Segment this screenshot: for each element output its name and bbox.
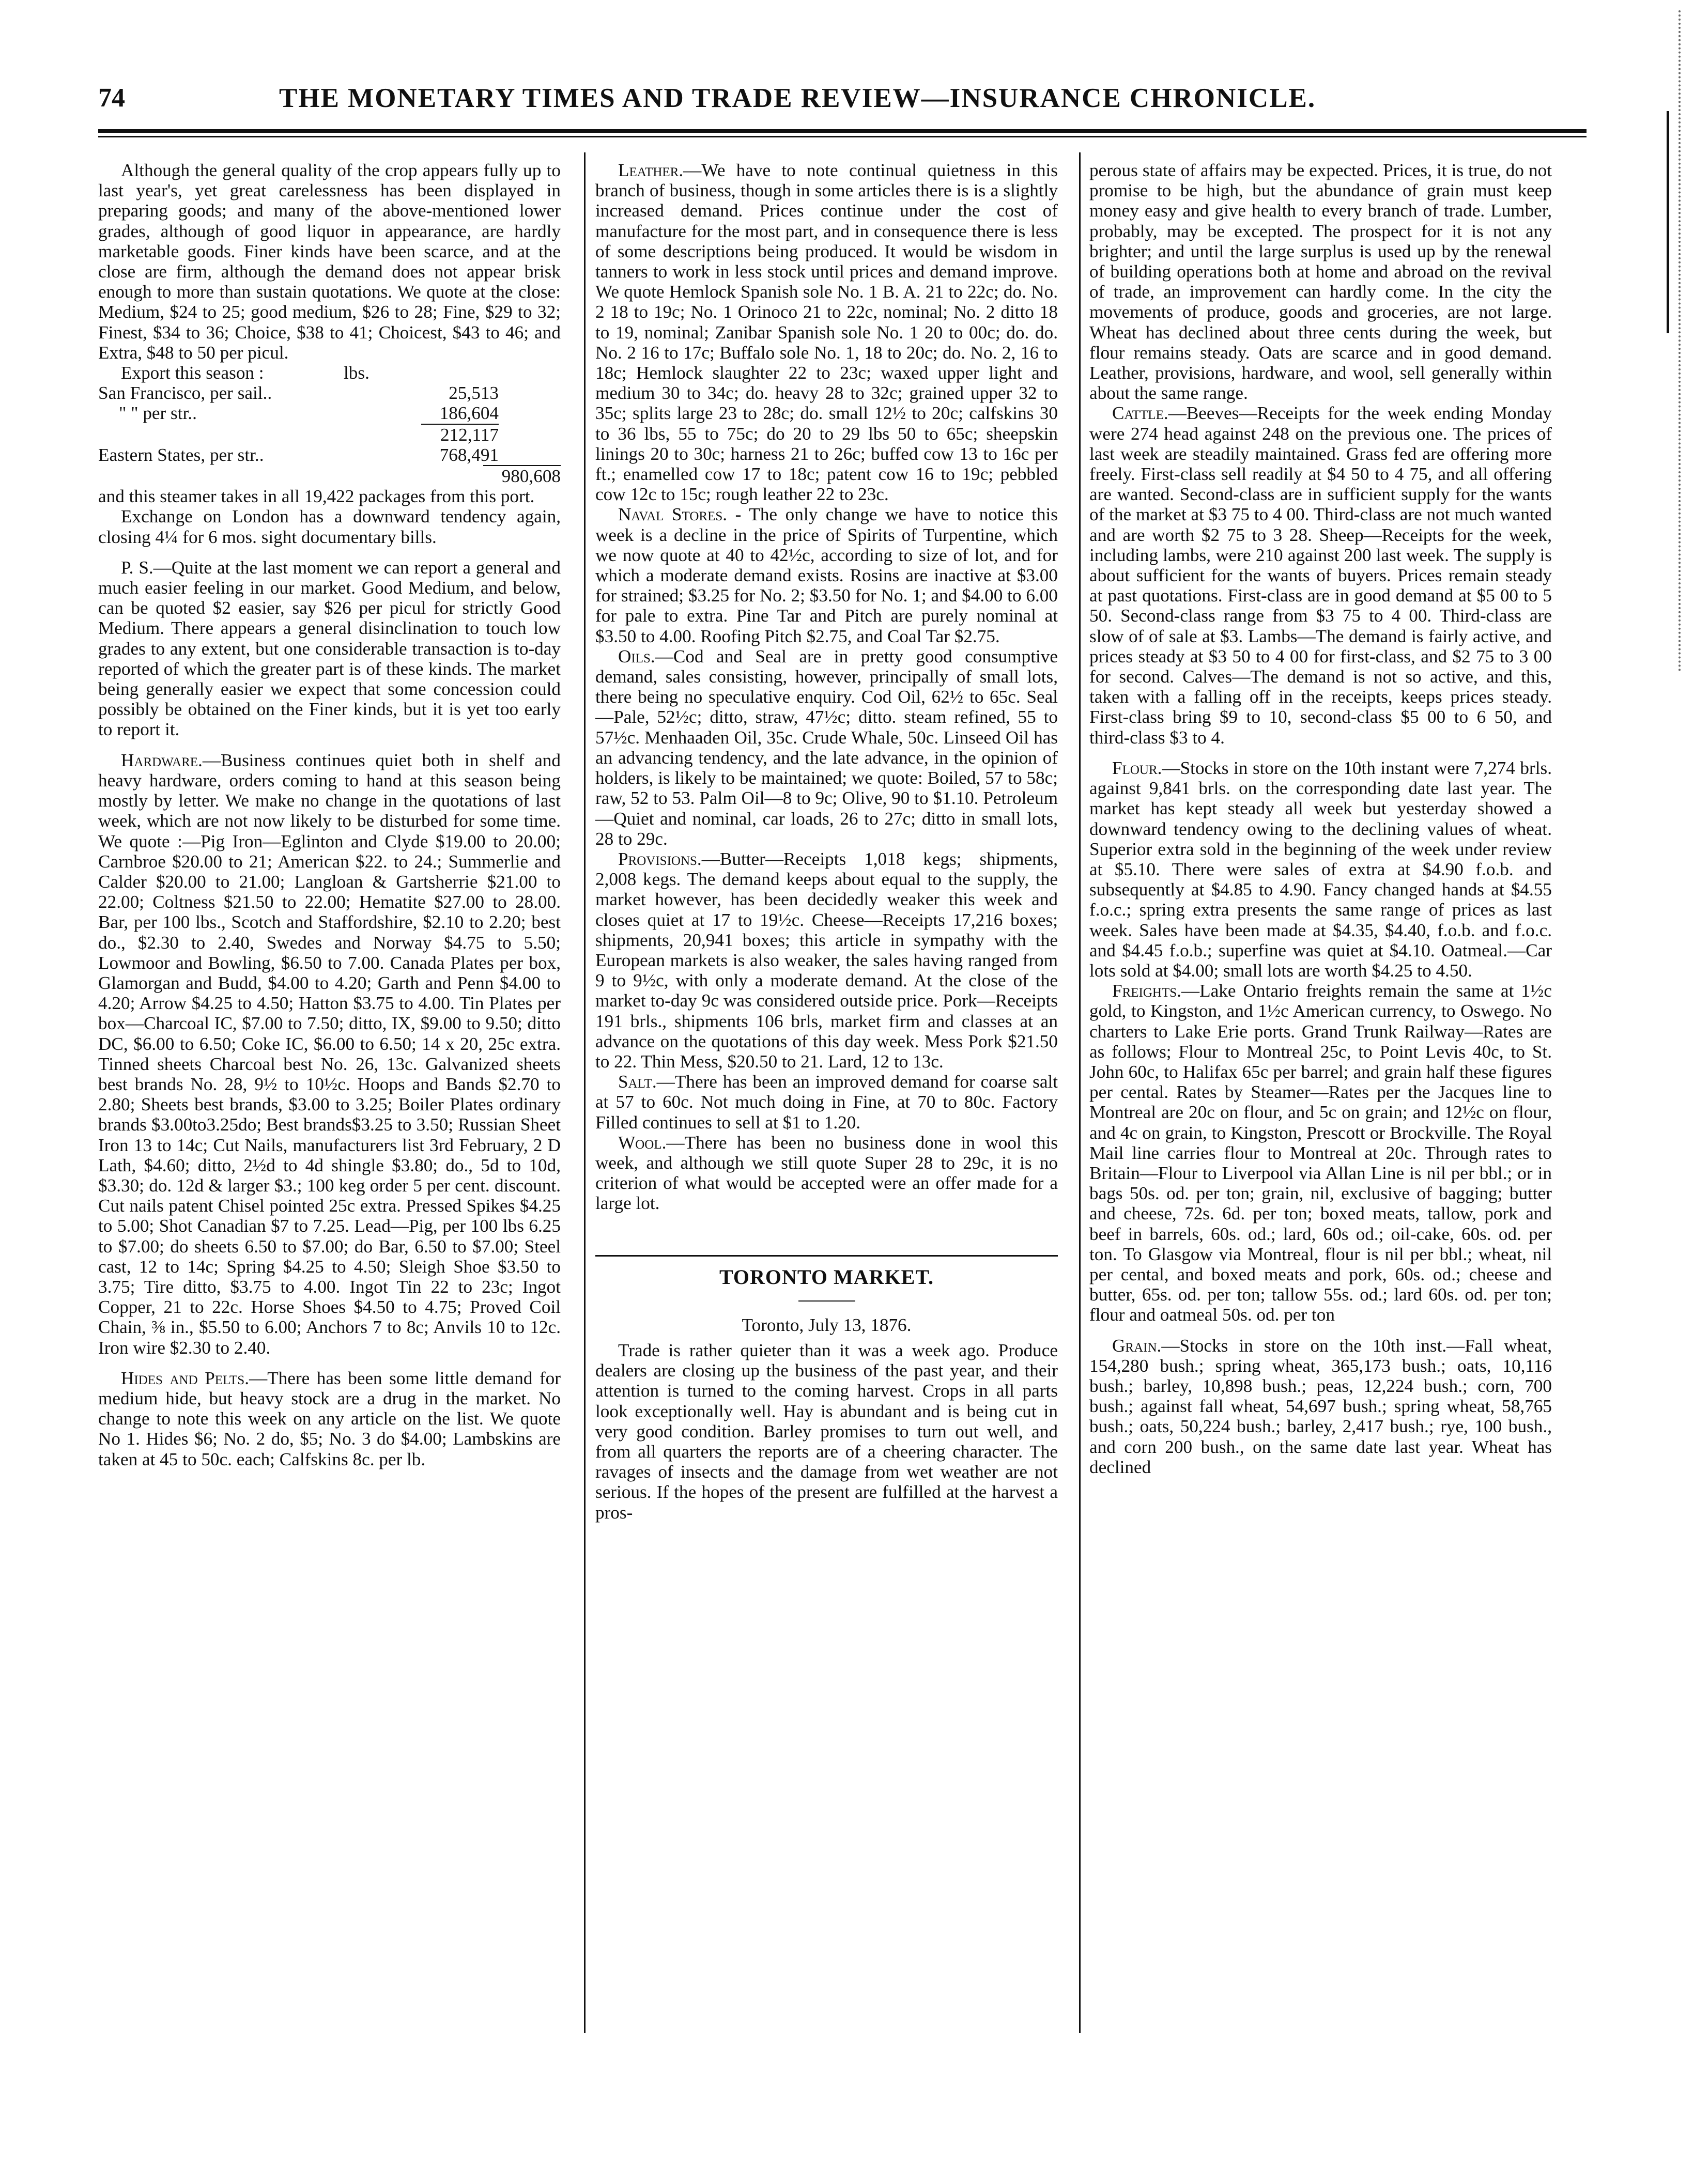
hides-heading: Hides and Pelts.: [121, 1368, 249, 1388]
naval-stores-paragraph: [595, 504, 1058, 646]
leather-heading: Leather.: [618, 160, 684, 180]
margin-rule: [1667, 111, 1669, 333]
header-rule: [98, 129, 1587, 133]
cattle-text: —Beeves—Receipts for the week ending Monday were 274 head against 248 on the previous one. The prices of last week are steadily maintained. Grass fed are offering more freely. First-class sell readily at $4 50 to 4 75, and all offering are wanted. Second-class are in sufficient supply for the wants of the market at $3 75 to 4 00. Third-class are not much wanted and are worth $2 75 to 3 28. Sheep—Receipts for the week, including lambs, were 210 against 200 last week. The supply is about sufficient for the wants of buyers. Prices remain steady at past quotations. First-class are in good demand at $5 00 to 5 50. Second-class range from $3 75 to 4 00. Third-class are slow of of sale at $3. Lambs—The demand is fairly active, and prices steady at $3 50 to 4 00 for first-class, and $2 75 to 3 00 for second. Calves—The demand is not so active, and this, taken with a falling off in the receipts, keeps prices steady. First-class bring $9 to 10, second-class $5 00 to 6 50, and third-class $3 to 4.: [1089, 403, 1552, 748]
header-rule-thin: [98, 136, 1587, 137]
flour-text: —Stocks in store on the 10th instant were 7,274 brls. against 9,841 brls. on the corresponding date last year. The market has kept steady all week but yesterday showed a downward tendency owing to the declining values of wheat. Superior extra sold in the beginning of the week under review at $5.10. There were sales of extra at $4.90 f.o.b. and subsequently at $4.85 to 4.90. Fancy changed hands at $4.55 f.o.c.; spring extra presents the same range of prices as last week. Sales have been made at $4.35, $4.40, f.o.b. and f.o.c. and $4.45 f.o.b.; superfine was quiet at $4.10. Oatmeal.—Car lots sold at $4.00; small lots are worth $4.25 to 4.50.: [1089, 757, 1552, 981]
dateline: Toronto, July 13, 1876.: [742, 1314, 912, 1335]
provisions-paragraph: [595, 849, 1058, 1072]
freights-heading: Freights.: [1112, 981, 1181, 1001]
continued-paragraph: perous state of affairs may be expected. Prices, it is true, do not promise to be high, but the abundance of grain must keep money easy and give health to every branch of trade. Lumber, probably, may be excepted. The prospect for it is not any brighter; and until the large surplus is used up by the renewal of building operations both at home and abroad on the revival of trade, an improvement can hardly come. In the city the movements of produce, goods and groceries, are not large. Wheat has declined about three cents during the week, but flour remains steady. Oats are scarce and in good demand. Leather, provisions, hardware, and wool, sell generally within about the same range.: [1089, 160, 1552, 404]
export-row-label: Eastern States, per str..: [98, 444, 264, 465]
cattle-paragraph: [1089, 403, 1552, 747]
wool-heading: Wool.: [618, 1132, 667, 1153]
exchange-paragraph: Exchange on London has a downward tendency again, closing 4¼ for 6 mos. sight documentary bills.: [98, 506, 561, 547]
tea-market-paragraph: Although the general quality of the crop appears fully up to last year's, yet great carelessness has been displayed in preparing goods; and many of the above-mentioned lower grades, although of good liquor in appearance, are hardly marketable goods. Finer kinds have been scarce, and at the close are firm, although the demand does not appear brisk enough to more than sustain quotations. We quote at the close: Medium, $24 to 25; good medium, $26 to 28; Fine, $29 to 32; Finest, $34 to 36; Choice, $38 to 41; Choicest, $43 to 46; and Extra, $48 to 50 per picul.: [98, 160, 561, 363]
salt-heading: Salt.: [618, 1072, 657, 1092]
export-header-row: [98, 363, 561, 383]
freights-paragraph: [1089, 981, 1552, 1325]
oils-heading: Oils.: [618, 646, 655, 667]
oils-text: —Cod and Seal are in pretty good consumptive demand, sales consisting, however, principally of small lots, there being no speculative enquiry. Cod Oil, 62½ to 65c. Seal—Pale, 52½c; ditto, straw, 47½c; ditto. steam refined, 55 to 57½c. Menhaaden Oil, 35c. Crude Whale, 50c. Linseed Oil has an advancing tendency, and the late advance, in the opinion of holders, is likely to be maintained; we quote: Boiled, 57 to 58c; raw, 52 to 53. Palm Oil—8 to 9c; Olive, 90 to $1.10. Petroleum—Quiet and nominal, car loads, 26 to 27c; ditto in small lots, 28 to 29c.: [595, 646, 1058, 849]
page-number: 74: [98, 83, 125, 113]
postscript-paragraph: P. S.—Quite at the last moment we can report a general and much easier feeling in our market. Good Medium, and below, can be quoted $2 easier, say $26 per picul for strictly Good Medium. There appears a general disinclination to touch low grades to any extent, but one considerable transaction is to-day reported of which the greater part is of these kinds. The market being generally easier we expect that some concession could possibly be obtained on the Finer kinds, but it is yet too early to report it.: [98, 557, 561, 740]
naval-stores-heading: Naval Stores.: [618, 504, 728, 525]
export-row-sf-str: [98, 403, 561, 423]
export-row-value: 186,604: [439, 403, 499, 424]
cattle-heading: Cattle.: [1112, 403, 1168, 424]
column-divider-1: [584, 152, 586, 2033]
export-row-sf-sail: [98, 383, 561, 403]
export-row-value: 768,491: [439, 444, 499, 465]
hides-text: —There has been some little demand for medium hide, but heavy stock are a drug in the market. No change to note this week on any article on the list. We quote No 1. Hides $6; No. 2 do, $5; No. 3 do $4.00; Lambskins are taken at 45 to 50c. each; Calfskins 8c. per lb.: [98, 1368, 561, 1469]
salt-paragraph: [595, 1072, 1058, 1133]
provisions-heading: Provisions.: [618, 848, 702, 869]
heading-rule: [798, 1300, 855, 1302]
oils-paragraph: [595, 646, 1058, 849]
leather-text: —We have to note continual quietness in this branch of business, though in some articles there is is a slightly increased demand. Prices continue under the cost of manufacture for the most part, and in consequence there is less of some descriptions being produced. It would be wisdom in tanners to work in less stock until prices and demand improve. We quote Hemlock Spanish sole No. 1 B. A. 21 to 22c; do. No. 2 18 to 19c; No. 1 Orinoco 21 to 22c, nominal; No. 2 ditto 18 to 19, nominal; Zanibar Spanish sole No. 1 20 to 00c; do. do. No. 2 16 to 17c; Buffalo sole No. 1, 18 to 20c; do. No. 2, 16 to 18c; Hemlock slaughter 22 to 23c; waxed upper light and medium 30 to 34c; do. heavy 28 to 32c; grained upper 32 to 35c; splits large 23 to 28c; do. small 12½ to 20c; calfskins 30 to 36 lbs, 55 to 75c; do 20 to 29 lbs 50 to 65c; sheepskin linings 20 to 30c; harness 21 to 26c; buffed cow 13 to 16c per ft.; enamelled cow 17 to 18c; patent cow 16 to 19c; pebbled cow 12c to 15c; rough leather 22 to 23c.: [595, 160, 1058, 505]
export-label: Export this season :: [121, 363, 264, 383]
column-2: [595, 160, 1058, 1523]
leather-paragraph: [595, 160, 1058, 504]
flour-paragraph: [1089, 758, 1552, 981]
export-unit: lbs.: [344, 363, 369, 383]
export-total-row: [98, 466, 561, 486]
wool-paragraph: [595, 1133, 1058, 1214]
grain-heading: Grain.: [1112, 1335, 1162, 1356]
naval-stores-text: - The only change we have to notice this week is a decline in the price of Spirits of Turpentine, which we now quote at 40 to 42½c, according to size of lot, and for which a moderate demand exists. Rosins are inactive at $3.00 for strained; $3.25 for No. 2; $3.50 for No. 1; and $4.00 to 6.00 for pale to extra. Pine Tar and Pitch are purely nominal at $3.50 to 4.00. Roofing Pitch $2.75, and Coal Tar $2.75.: [595, 504, 1058, 646]
export-row-value: 25,513: [449, 383, 499, 404]
provisions-text: —Butter—Receipts 1,018 kegs; shipments, 2,008 kegs. The demand keeps about equal to the supply, the market however, has been decidedly weaker this week and closes quiet at 17 to 19½c. Cheese—Receipts 17,216 boxes; shipments, 20,941 boxes; this article in sympathy with the European markets is also weaker, the sales having ranged from 9 to 9½c, with only a moderate demand. At the close of the market to-day 9c was considered outside price. Pork—Receipts 191 brls., shipments 106 brls, market firm and classes at an advance on the quotations of this day week. Mess Pork $21.50 to 22. Thin Mess, $20.50 to 21. Lard, 12 to 13c.: [595, 848, 1058, 1072]
hides-paragraph: [98, 1368, 561, 1469]
export-subtotal: 212,117: [440, 424, 499, 445]
column-3: [1089, 160, 1552, 1477]
toronto-paragraph: Trade is rather quieter than it was a week ago. Produce dealers are closing up the business of the past year, and their attention is turned to the coming harvest. Crops in all parts look exceptionally well. Hay is abundant and is being cut in very good condition. Barley promises to turn out well, and from all quarters the reports are of a cheering character. The ravages of insects and the damage from wet weather are not serious. If the hopes of the present are fulfilled at the harvest a pros-: [595, 1340, 1058, 1523]
export-total: 980,608: [501, 466, 561, 487]
hardware-heading: Hardware.: [121, 750, 203, 770]
export-subtotal-row: [98, 425, 561, 445]
page-header: [98, 83, 1587, 124]
column-1: [98, 160, 561, 1469]
freights-text: —Lake Ontario freights remain the same at 1½c gold, to Kingston, and 1½c American currency, to Oswego. No charters to Lake Erie ports. Grand Trunk Railway—Rates are as follows; Flour to Montreal 25c, to Point Levis 40c, to St. John 60c, to Halifax 65c per barrel; and grain half these figures per cental. Rates by Steamer—Rates per the Jacques line to Montreal are 20c on flour, and 5c on grain; and 12½c on flour, and 4c on grain, to Kingston, Prescott or Brockville. The Royal Mail line carries flour to Montreal at 20c. Through rates to Britain—Flour to Liverpool via Allan Line is nil per bbl.; or in bags 50s. od. per ton; grain, nil, exclusive of bagging; butter and cheese, 72s. 6d. per ton; boxed meats, tallow, pork and beef in barrels, 60s. od.; lard, 60s od.; oil-cake, 60s. od. per ton. To Glasgow via Montreal, flour is nil per bbl.; wheat, nil per cental, and boxed meats and pork, 60s. od.; cheese and butter, 65s. od. per ton; tallow 55s. od.; lard 60s. od. per ton; flour and oatmeal 50s. od. per ton: [1089, 981, 1552, 1325]
grain-text: —Stocks in store on the 10th inst.—Fall wheat, 154,280 bush.; spring wheat, 365,173 bush.; oats, 10,116 bush.; barley, 10,898 bush.; peas, 12,224 bush.; corn, 700 bush.; against fall wheat, 54,697 bush.; spring wheat, 58,765 bush.; oats, 50,224 bush.; barley, 2,417 bush.; rye, 100 bush., and corn 200 bush., on the same date last year. Wheat has declined: [1089, 1335, 1552, 1477]
salt-text: —There has been an improved demand for coarse salt at 57 to 60c. Not much doing in Fine, at 70 to 80c. Factory Filled continues to sell at $1 to 1.20.: [595, 1072, 1058, 1133]
grain-paragraph: [1089, 1336, 1552, 1477]
export-row-label: San Francisco, per sail..: [98, 383, 272, 404]
hardware-paragraph: [98, 750, 561, 1358]
running-title: THE MONETARY TIMES AND TRADE REVIEW—INSURANCE CHRONICLE.: [279, 83, 1316, 113]
hardware-text: —Business continues quiet both in shelf and heavy hardware, orders coming to hand at this season being mostly by letter. We make no change in the quotations of last week, which are not now likely to be disturbed for some time. We quote :—Pig Iron—Eglinton and Clyde $19.00 to 20.00; Carnbroe $20.00 to 21; American $22. to 24.; Summerlie and Calder $20.00 to 21.00; Langloan & Gartsherrie $21.00 to 22.00; Coltness $21.50 to 22.00; Hematite $27.00 to 28.00. Bar, per 100 lbs., Scotch and Staffordshire, $2.10 to 2.20; best do., $2.30 to 2.40, Swedes and Norway $4.75 to 5.50; Lowmoor and Bowling, $6.50 to 7.00. Canada Plates per box, Glamorgan and Budd, $4.00 to 4.20; Garth and Penn $4.00 to 4.20; Arrow $4.25 to 4.50; Hatton $3.75 to 4.00. Tin Plates per box—Charcoal IC, $7.00 to 7.50; ditto, IX, $9.00 to 9.50; ditto DC, $6.00 to 6.50; Coke IC, $6.00 to 6.50; 14 x 20, 25c extra. Tinned sheets Charcoal best No. 26, 13c. Galvanized sheets best brands No. 28, 9½ to 10½c. Hoops and Bands $2.70 to 2.80; Sheets best brands, $3.00 to 3.25; Boiler Plates ordinary brands $3.00to3.25do; Best brands$3.25 to 3.50; Russian Sheet Iron 13 to 14c; Cut Nails, manufacturers list 3rd February, 2 D Lath, $4.60; ditto, 2½d to 4d shingle $3.80; do., 5d to 10d, $3.30; do. 12d & larger $3.; 100 keg order 5 per cent. discount. Cut nails patent Chisel pointed 25c extra. Pressed Spikes $4.25 to 5.00; Shot Canadian $7 to 7.25. Lead—Pig, per 100 lbs 6.25 to $7.00; do sheets 6.50 to $7.00; do Bar, 6.50 to $7.00; Steel cast, 12 to 14c; Spring $4.25 to 4.50; Sleigh Shoe $3.50 to 3.75; Tire ditto, $3.75 to 4.00. Ingot Tin 22 to 23c; Ingot Copper, 21 to 22c. Horse Shoes $4.50 to 4.75; Proved Coil Chain, ⅜ in., $5.50 to 6.00; Anchors 7 to 8c; Anvils 10 to 12c. Iron wire $2.30 to 2.40.: [98, 750, 561, 1358]
wool-text: —There has been no business done in wool this week, and although we still quote Super 28 to 29c, it is no criterion of what would be accepted were an offer made for a large lot.: [595, 1132, 1058, 1214]
margin-dots: [1678, 10, 1683, 672]
export-row-label: " " per str..: [119, 403, 197, 424]
flour-heading: Flour.: [1112, 757, 1162, 778]
export-row-eastern: [98, 445, 561, 465]
column-divider-2: [1079, 152, 1081, 2033]
packages-paragraph: and this steamer takes in all 19,422 packages from this port.: [98, 486, 535, 507]
toronto-market-heading: TORONTO MARKET.: [595, 1255, 1058, 1287]
